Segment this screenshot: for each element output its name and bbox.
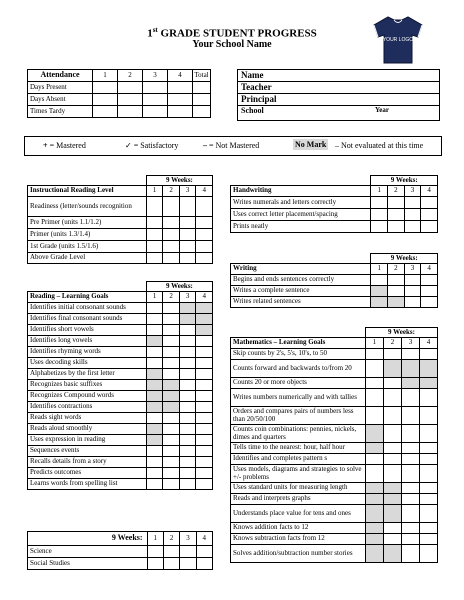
social-studies-label: Social Studies [28, 558, 148, 570]
name-field[interactable]: Name [238, 70, 439, 82]
handwriting-table: 9 Weeks: Handwriting 1 2 3 4 Writes numerals and letters correctly Uses correct letter placement/spacing Prints neatly [230, 175, 438, 233]
year-label: Year [375, 106, 389, 114]
student-info-box [237, 69, 440, 121]
other-subjects-table: 9 Weeks: 1 2 3 4 Science Social Studies [27, 531, 213, 570]
check-icon: ✓ [125, 141, 132, 150]
teacher-field[interactable]: Teacher [238, 82, 439, 94]
reading-goals-table: 9 Weeks: Reading – Learning Goals 1 2 3 4 Identifies initial consonant sounds Identifies final consonant sounds Identifies short vowels Identifies long vowels Identifies rhyming words Uses decoding skills Alphabetizes by the first letter Recognizes basic suffixes Recognizes Compound words Identifies contractions Reads sight words Reads aloud smoothly Uses expression in reading Sequences events Recalls details from a story Predicts outcomes Learns words from spelling list [27, 281, 213, 490]
science-label: Science [28, 546, 148, 558]
reading-level-table: 9 Weeks: Instructional Reading Level 1 2 3 4 Readiness (letter/sounds recognition Pre Primer (units 1.1/1.2) Primer (units 1.3/1.4) 1st Grade (units 1.5/1.6) Above Grade Level [27, 175, 213, 264]
minus-icon: – [203, 141, 207, 150]
plus-icon: + [43, 141, 48, 150]
school-field[interactable]: School Year [241, 106, 389, 115]
grading-legend: + = Mastered ✓ = Satisfactory – = Not Mastered No Mark – Not evaluated at this time [24, 136, 442, 156]
attendance-label: Attendance [28, 70, 93, 82]
page-title: 1st GRADE STUDENT PROGRESS [147, 26, 317, 40]
days-absent-label: Days Absent [28, 94, 93, 106]
attendance-table: Attendance 1 2 3 4 Total Days Present Days Absent Times Tardy [27, 69, 211, 118]
no-mark-label: No Mark [295, 140, 327, 149]
writing-table: 9 Weeks: Writing 1 2 3 4 Begins and ends sentences correctly Writes a complete sentence Writes related sentences [230, 253, 438, 308]
math-goals-table: 9 Weeks: Mathematics – Learning Goals 1 2 3 4 Skip counts by 2's, 5's, 10's, to 50 Counts forward and backwards to/from 20 Counts 20 or more objects Writes numbers numerically and with tallies Orders and compares pairs of numbers less than 20/50/100 Counts coin combinations: pennies, nickels, dimes and quarters Tells time to the nearest: hour, half hour Identifies and completes pattern s Uses models, diagrams and strategies to solve +/- problems Uses standard units for measuring length Reads and interprets graphs Understands place value for tens and ones Knows addition facts to 12 Knows subtraction facts from 12 Solves addition/subtraction number stories [230, 327, 438, 563]
times-tardy-label: Times Tardy [28, 106, 93, 118]
jersey-text: YOUR LOGO [382, 37, 414, 43]
school-name: Your School Name [192, 39, 272, 50]
jersey-logo-icon [370, 15, 426, 65]
days-present-label: Days Present [28, 82, 93, 94]
principal-field[interactable]: Principal [238, 94, 439, 106]
